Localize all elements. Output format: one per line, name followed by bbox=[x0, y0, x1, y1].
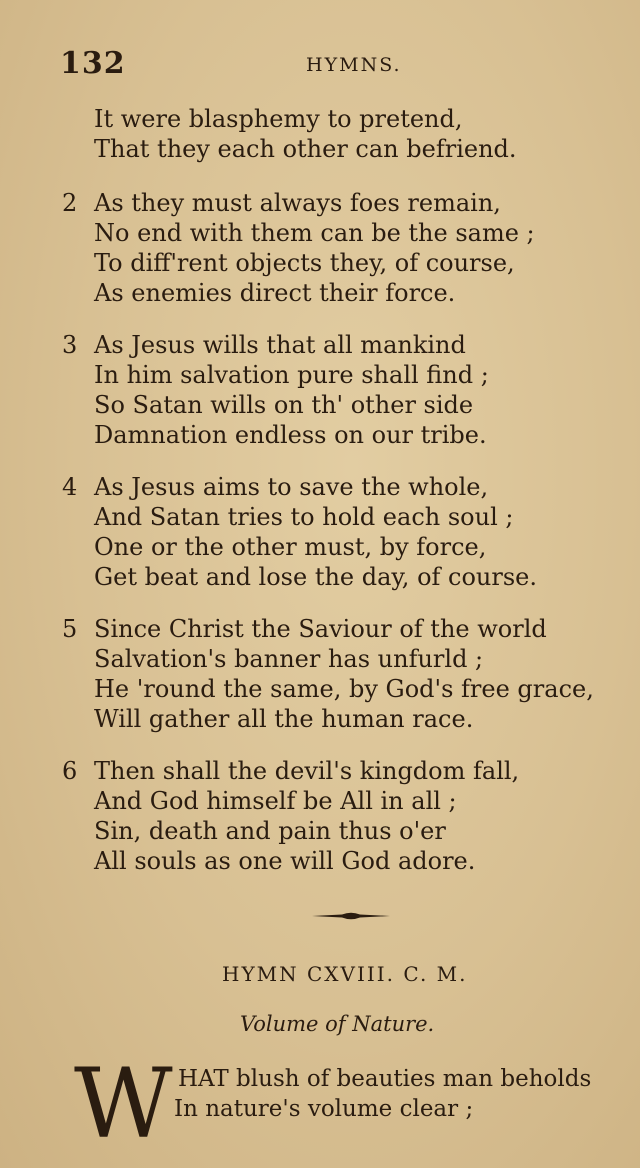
page-header bbox=[60, 46, 580, 86]
verse-line: That they each other can befriend. bbox=[94, 135, 517, 163]
section-divider-ornament bbox=[312, 910, 390, 922]
verse-line: So Satan wills on th' other side bbox=[94, 391, 474, 419]
stanza-number: 6 bbox=[62, 757, 78, 785]
verse-line: As Jesus wills that all mankind bbox=[94, 331, 466, 359]
stanza-number: 5 bbox=[62, 615, 78, 643]
stanza-number: 4 bbox=[62, 473, 78, 501]
verse-line: As Jesus aims to save the whole, bbox=[94, 473, 489, 501]
running-head: HYMNS. bbox=[306, 54, 402, 76]
verse-line: It were blasphemy to pretend, bbox=[94, 105, 463, 133]
intro-lines bbox=[62, 104, 622, 164]
verse-line: In him salvation pure shall find ; bbox=[94, 361, 489, 389]
verse-line: As they must always foes remain, bbox=[94, 189, 501, 217]
stanza-6 bbox=[62, 756, 622, 876]
verse-line: Salvation's banner has unfurld ; bbox=[94, 645, 484, 673]
verse-line: No end with them can be the same ; bbox=[94, 219, 535, 247]
stanza-5 bbox=[62, 614, 622, 734]
verse-line: Then shall the devil's kingdom fall, bbox=[94, 757, 520, 785]
verse-line: And Satan tries to hold each soul ; bbox=[94, 503, 514, 531]
verse-line: Get beat and lose the day, of course. bbox=[94, 563, 537, 591]
hymn-title: HYMN CXVIII. C. M. bbox=[222, 962, 468, 986]
drop-cap: W bbox=[74, 1048, 173, 1160]
stanza-3 bbox=[62, 330, 622, 450]
verse-line: As enemies direct their force. bbox=[94, 279, 456, 307]
verse-line: Will gather all the human race. bbox=[94, 705, 474, 733]
verse-line: One or the other must, by force, bbox=[94, 533, 487, 561]
stanza-number: 3 bbox=[62, 331, 78, 359]
verse-line: And God himself be All in all ; bbox=[94, 787, 457, 815]
verse-line: Damnation endless on our tribe. bbox=[94, 421, 487, 449]
stanza-4 bbox=[62, 472, 622, 592]
stanza-number: 2 bbox=[62, 189, 78, 217]
verse-line: He 'round the same, by God's free grace, bbox=[94, 675, 594, 703]
hymn-subtitle: Volume of Nature. bbox=[240, 1012, 435, 1036]
verse-line: In nature's volume clear ; bbox=[174, 1096, 474, 1122]
verse-line: All souls as one will God adore. bbox=[94, 847, 476, 875]
verse-line: HAT blush of beauties man beholds bbox=[178, 1066, 592, 1092]
page-number: 132 bbox=[60, 46, 126, 81]
verse-line: To diff'rent objects they, of course, bbox=[94, 249, 515, 277]
verse-line: Sin, death and pain thus o'er bbox=[94, 817, 446, 845]
verse-line: Since Christ the Saviour of the world bbox=[94, 615, 547, 643]
stanza-2 bbox=[62, 188, 622, 308]
